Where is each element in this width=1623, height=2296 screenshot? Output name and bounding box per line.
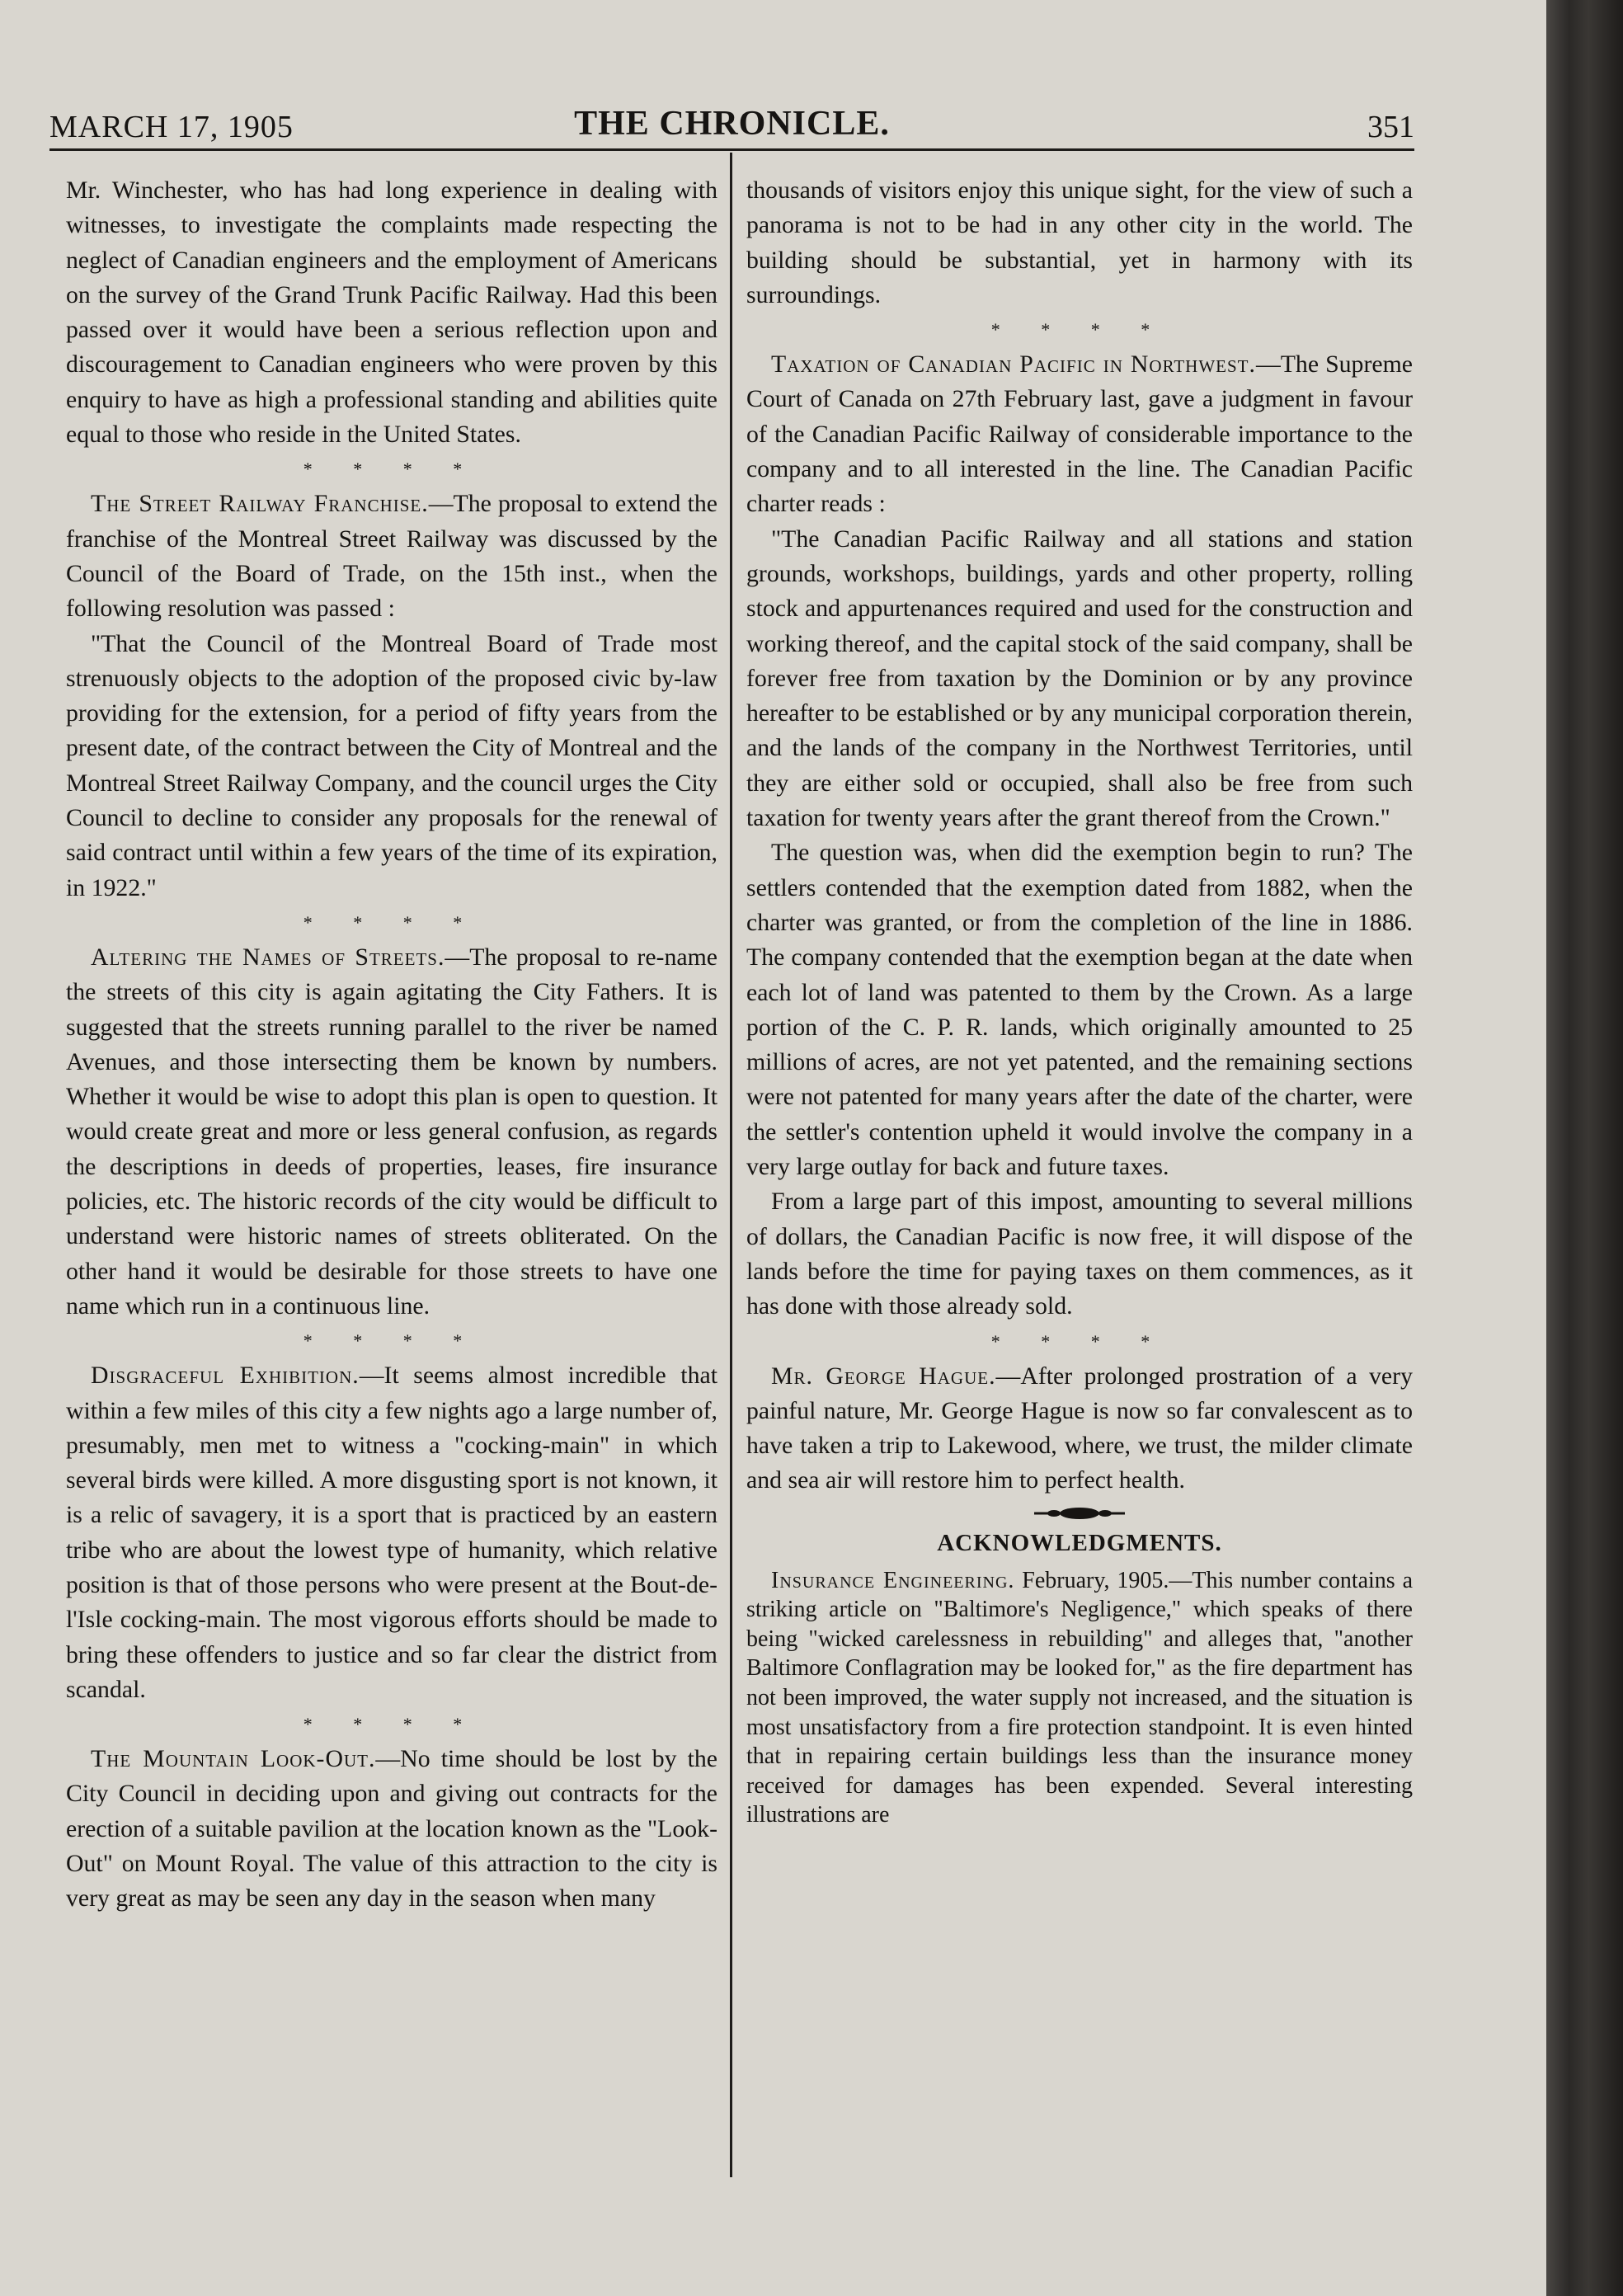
article-heading: Taxation of Canadian Pacific in Northwest. xyxy=(771,351,1256,379)
section-separator: * * * * xyxy=(990,1330,1169,1352)
insurance-engineering-review xyxy=(746,1566,1413,1830)
article-body: —The proposal to re-name the streets of this city is again agitating the City Fathers. It is suggested that the streets running parallel to the river be named Avenues, and those intersecting them be known by numbers. Whether it would be wise to adopt this plan is open to question. It would create great and more or less general confusion, as regards the descriptions in deeds of properties, leases, fire insurance policies, etc. The historic records of the city would be difficult to understand were historic names of streets obliterated. On the other hand it would be desirable for those streets to have one name which run in a continuous line. xyxy=(66,943,718,1320)
section-separator: * * * * xyxy=(990,319,1169,341)
article-body: —No time should be lost by the City Council in deciding upon and giving out contracts for the erection of a suitable pavilion at the location known as the "Look-Out" on Mount Royal. The value of this attraction to the city is very great as may be seen any day in the season when many xyxy=(66,1745,717,1913)
header-rule xyxy=(49,148,1414,151)
page-number: 351 xyxy=(1367,110,1414,144)
george-hague-article xyxy=(746,1359,1413,1499)
altering-names-article xyxy=(66,940,717,1324)
section-separator: * * * * xyxy=(303,1330,481,1352)
taxation-article xyxy=(746,347,1413,521)
winchester-paragraph: Mr. Winchester, who has had long experience in dealing with witnesses, to investigate the complaints made respecting the neglect of Canadian engineers and the employment of Americans on the survey of the Grand Trunk Pacific Railway. Had this been passed over it would have been a serious reflection upon and discouragement to Canadian engineers who were proven by this enquiry to have as high a professional standing and abilities quite equal to those who reside in the United States. xyxy=(66,176,717,449)
article-body: —After prolonged prostration of a very painful nature, Mr. George Hague is now so far convalescent as to have taken a trip to Lakewood, where, we trust, the milder climate and sea air will restore him to perfect health. xyxy=(746,1362,1413,1494)
article-body: February, 1905.—This number contains a striking article on "Baltimore's Negligence," which speaks of there being "wicked carelessness in rebuilding" and alleges that, "another Baltimore Conflagration may be looked for," as the fire department has not been improved, the water supply not increased, and the situation is most unsatisfactory from a fire protection standpoint. It is even hinted that in repairing certain buildings less than the insurance money received for damages has been expended. Several interesting illustrations are xyxy=(746,1567,1413,1828)
lookout-continuation: thousands of visitors enjoy this unique sight, for the view of such a panorama is not to be had in any other city in the world. The building should be substantial, yet in harmony with its surroundings. xyxy=(746,176,1413,308)
charter-quote: "The Canadian Pacific Railway and all stations and station grounds, workshops, buildings, yards and other property, rolling stock and appurtenances required and used for the construction and working thereof, and the capital stock of the said company, shall be forever free from taxation by the Dominion or by any province hereafter to be established or by any municipal corporation therein, and the lands of the company in the Northwest Territories, until they are either sold or occupied, shall also be free from such taxation for twenty years after the grant thereof from the Crown." xyxy=(746,525,1413,832)
board-of-trade-resolution: "That the Council of the Montreal Board of Trade most strenuously objects to the adoption of the proposed civic by-law providing for the extension, for a period of fifty years from the present date, of the contract between the City of Montreal and the Montreal Street Railway Company, and the council urges the City Council to decline to consider any proposals for the renewal of said contract until within a few years of the time of its expiration, in 1922." xyxy=(66,629,717,901)
issue-date: MARCH 17, 1905 xyxy=(49,110,294,144)
article-heading: Disgraceful Exhibition. xyxy=(91,1362,360,1390)
article-heading: Altering the Names of Streets. xyxy=(91,943,445,971)
ornament-divider xyxy=(746,1500,1413,1527)
left-column xyxy=(66,173,717,1917)
article-heading: Insurance Engineering. xyxy=(771,1567,1015,1593)
book-binding-edge xyxy=(1546,0,1623,2296)
publication-title: THE CHRONICLE. xyxy=(574,105,890,143)
column-divider xyxy=(730,153,732,2177)
article-heading: Mr. George Hague. xyxy=(771,1362,996,1390)
street-railway-article xyxy=(66,487,717,626)
impost-paragraph: From a large part of this impost, amounting to several millions of dollars, the Canadian Pacific is now free, it will dispose of the lands before the time for paying taxes on them commences, as it has done with those already sold. xyxy=(746,1188,1413,1320)
section-separator: * * * * xyxy=(303,1714,481,1735)
article-body: —The Supreme Court of Canada on 27th February last, gave a judgment in favour of the Canadian Pacific Railway of considerable importance to the company and to all interested in the line. The Canadian Pacific charter reads : xyxy=(746,351,1413,518)
section-separator: * * * * xyxy=(303,911,481,933)
ornament-icon xyxy=(1034,1505,1125,1522)
article-body: —The proposal to extend the franchise of the Montreal Street Railway was discussed by the Council of the Board of Trade, on the 15th inst., when the following resolution was passed : xyxy=(66,490,717,623)
article-body: —It seems almost incredible that within a few miles of this city a few nights ago a large number of, presumably, men met to witness a "cocking-main" in which several birds were killed. A more disgusting sport is not known, it is a relic of savagery, it is a sport that is practiced by an eastern tribe who are about the lowest type of humanity, which relative position is that of those persons who were present at the Bout-de-l'Isle cocking-main. The most vigorous efforts should be made to bring these offenders to justice and so far clear the district from scandal. xyxy=(66,1362,717,1703)
article-heading: The Street Railway Franchise. xyxy=(91,490,429,518)
section-separator: * * * * xyxy=(303,459,481,480)
article-heading: The Mountain Look-Out. xyxy=(91,1745,376,1773)
right-column xyxy=(746,173,1413,1830)
disgraceful-exhibition-article xyxy=(66,1358,717,1707)
mountain-lookout-article xyxy=(66,1742,717,1916)
page-header xyxy=(49,97,1414,147)
acknowledgments-title: ACKNOWLEDGMENTS. xyxy=(937,1529,1222,1556)
exemption-paragraph: The question was, when did the exemption begin to run? The settlers contended that the exemption dated from 1882, when the charter was granted, or from the completion of the line in 1886. The company contended that the exemption began at the date when each lot of land was patented to them by the Crown. As a large portion of the C. P. R. lands, which originally amounted to 25 millions of acres, are not yet patented, and the remaining sections were not patented for many years after the date of the charter, were the settler's contention upheld it would involve the company in a very large outlay for back and future taxes. xyxy=(746,839,1413,1181)
